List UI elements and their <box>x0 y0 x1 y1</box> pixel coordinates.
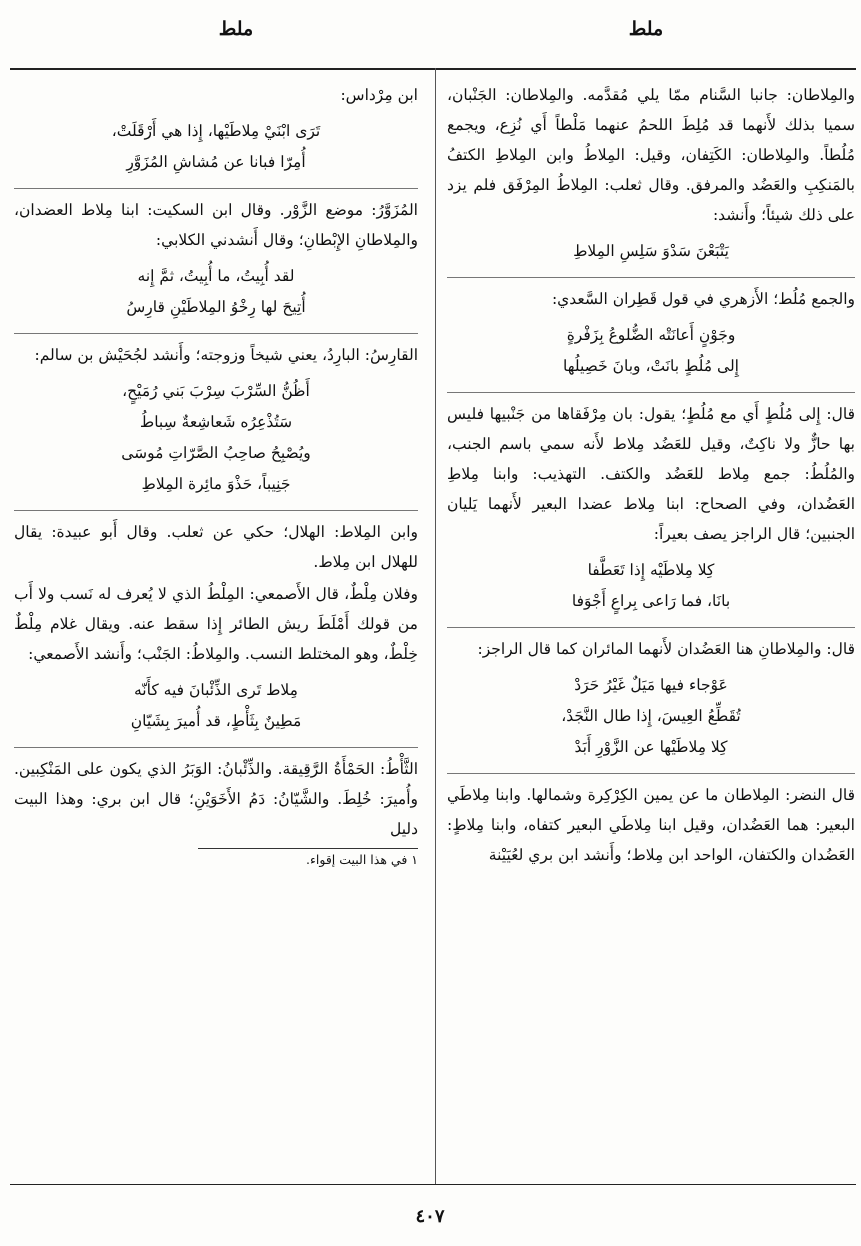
verse-block <box>447 236 855 267</box>
verse-block <box>447 555 855 617</box>
verse-block <box>14 116 418 178</box>
verse-line: أُمِرّا فبانا عن مُشاشِ المُزَوَّرِ <box>126 153 306 171</box>
verse-line: جَنِيباً، حَذْوَ مائِرة المِلاطِ <box>141 475 291 493</box>
verse-line: كِلا مِلاطَيْها عن الزَّوْرِ أَبَدْ <box>574 738 728 756</box>
verse-line: تُقَطِّعُ العِيسَ، إِذا طال النَّجَدْ، <box>561 707 741 725</box>
verse-line: مَطِينٌ بِثَأْطٍ، قد أُميرَ بِشَيّانِ <box>130 712 302 730</box>
verse-block <box>447 670 855 763</box>
header-left-keyword: ملط <box>218 18 254 40</box>
entry-paragraph: والجمع مُلُط؛ الأَزهري في قول قَطِران السَّعدي: <box>551 290 855 308</box>
entry-paragraph: المُزَوَّرُ: موضع الزَّوْر. وقال ابن السكيت: ابنا مِلاط العضدان، والمِلاطانِ الإِبْطانِ؛ وقال أَنشدني الكلابي: <box>14 201 418 249</box>
verse-separator <box>14 188 418 189</box>
verse-block <box>14 261 418 323</box>
verse-separator <box>14 333 418 334</box>
footnote-rule <box>198 848 418 849</box>
verse-separator <box>447 392 855 393</box>
verse-line: يَتْبَعْنَ سَدْوَ سَلِسِ المِلاطِ <box>573 242 729 260</box>
left-column <box>14 80 418 1180</box>
verse-line: سَتُذْعِرُه شَعاشِعةٌ سِباطُ <box>139 413 293 431</box>
right-column <box>447 80 855 1180</box>
verse-separator <box>447 277 855 278</box>
verse-separator <box>14 510 418 511</box>
header-rule <box>10 68 856 70</box>
verse-line: كِلا مِلاطَيْه إِذا تَعَطَّفا <box>587 561 715 579</box>
verse-separator <box>14 747 418 748</box>
entry-paragraph: وفلان مِلْطٌ، قال الأَصمعي: المِلْطُ الذي لا يُعرف له نَسب ولا أَب من قولك أَمْلَطَ ريش الطائر إِذا سقط عنه. ويقال غلام مِلْطٌ خِلْطٌ، وهو المختلط النسب. والمِلاطُ: الجَنْب؛ وأَنشد الأَصمعي: <box>14 585 418 663</box>
entry-paragraph: والمِلاطان: جانبا السَّنام ممّا يلي مُقدَّمه. والمِلاطان: الجَنْبان، سميا بذلك لأَنهما قد مُلِطَ اللحمُ عنهما مَلْطاً أَي نُزِع، ويجمع مُلُطاً. والمِلاطان: الكَتِفان، وقيل: المِلاطُ وابن المِلاطِ الكتفُ بالمَنكِبِ والعَضُد والمرفق. وقال ثعلب: المِلاطُ المِرْفَق فلم يزد على ذلك شيئاً؛ وأَنشد: <box>447 86 855 224</box>
entry-paragraph: ابن مِرْداس: <box>340 86 418 104</box>
verse-separator <box>447 627 855 628</box>
entry-paragraph: وابن المِلاط: الهلال؛ حكي عن ثعلب. وقال أَبو عبيدة: يقال للهلال ابن مِلاط. <box>14 523 418 571</box>
footer-rule <box>10 1184 856 1185</box>
verse-line: عَوْجاء فيها مَيَلٌ غَيْرُ حَرَدْ <box>574 676 728 694</box>
footnote: ١ في هذا البيت إقواء. <box>306 852 418 867</box>
verse-block <box>447 320 855 382</box>
entry-paragraph: قال: والمِلاطانِ هنا العَضُدان لأَنهما المائران كما قال الراجز: <box>477 640 855 658</box>
entry-paragraph: قال النضر: المِلاطان ما عن يمين الكِرْكِرة وشمالها. وابنا مِلاطَي البعير: هما العَضُدان، وقيل ابنا مِلاطَي البعير كتفاه، وابنا مِلاطٍ: العَضُدان والكتفان، الواحد ابن مِلاط؛ وأَنشد ابن بري لعُيَيْنة <box>447 786 855 864</box>
verse-line: لقد أُبِيتُ، ما أُبِيتُ، ثمَّ إِنه <box>137 267 295 285</box>
verse-block <box>14 675 418 737</box>
verse-line: وجَوْنٍ أَعانَتْه الضُّلوعُ بِزَفْرةٍ <box>566 326 736 344</box>
verse-line: تَرَى ابْنَيْ مِلاطَيْها، إِذا هي أَرْقَلَتْ، <box>111 122 321 140</box>
entry-paragraph: القارِسُ: البارِدُ، يعني شيخاً وزوجته؛ وأَنشد لجُحَيْش بن سالم: <box>34 346 418 364</box>
verse-line: مِلاط تَرى الذِّئْبانَ فيه كأَنّه <box>134 681 298 699</box>
verse-line: ويُصْبِحُ صاحِبُ الصَّرّاتِ مُوسَى <box>121 444 311 462</box>
verse-line: بانَا، فما رَاعى بِراعٍ أَجْوَفا <box>571 592 731 610</box>
verse-block <box>14 376 418 500</box>
header-right-keyword: ملط <box>628 18 664 40</box>
column-divider <box>435 68 436 1184</box>
verse-separator <box>447 773 855 774</box>
verse-line: أُتِيحَ لها رِخْوُ المِلاطَيْنِ قارِسُ <box>126 298 306 316</box>
page-number: ٤٠٧ <box>415 1206 445 1227</box>
entry-paragraph: قال: إِلى مُلُطٍ أَي مع مُلُطٍ؛ يقول: بان مِرْفَقاها من جَنْبيها فليس بها حازٌّ ولا ناكِتٌ، وقيل للعَضُد مِلاط لأَنه سمي باسم الجنب، والمُلُطُ: جمع مِلاط للعَضُد والكتف. التهذيب: وابنا مِلاطِ العَضُدان، وفي الصحاح: ابنا مِلاط عضدا البعير لأَنهما يَليان الجنبين؛ قال الراجز يصف بعيراً: <box>447 405 855 543</box>
verse-line: أَظُنُّ السِّرْبَ سِرْبَ بَني رُمَيْحٍ، <box>122 382 310 400</box>
verse-line: إِلى مُلُطٍ بانَتْ، وبانَ خَصِيلُها <box>563 357 739 375</box>
entry-paragraph: الثَّأْطُ: الحَمْأَةُ الرَّقِيقة. والذِّئْبانُ: الوَبَرُ الذي يكون على المَنْكِبين. وأُميرَ: خُلِطَ. والشَّيّانُ: دَمُ الأَخَوَيْنِ؛ قال ابن بري: وهذا البيت دليل <box>14 760 418 838</box>
